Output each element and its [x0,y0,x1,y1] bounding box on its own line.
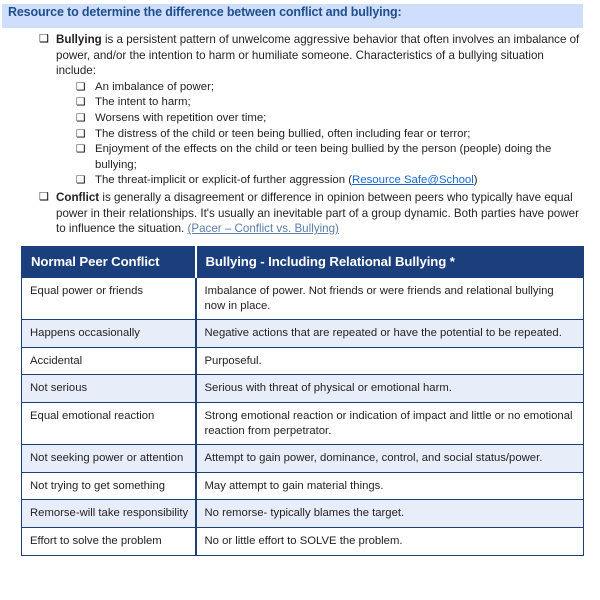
list-item-label: Enjoyment of the effects on the child or teen being bullied by the person (people) doing the bullying; [95,143,552,171]
cell-bullying: No remorse- typically blames the target. [196,500,584,528]
list-item-label: Worsens with repetition over time; [95,111,267,124]
table-row [22,527,584,555]
cell-bullying: Serious with threat of physical or emotional harm. [196,375,584,403]
cell-conflict: Equal power or friends [22,278,196,320]
cell-bullying: Attempt to gain power, dominance, control, and social status/power. [196,445,584,473]
cell-conflict: Accidental [22,347,196,375]
list-item-text: The threat-implicit or explicit-of further aggression ( [95,174,353,187]
checkbox-bullet-icon: ❑ [39,190,49,203]
definition-bullying [0,32,600,79]
table-header-normal-peer-conflict: Normal Peer Conflict [22,247,196,278]
comparison-table-wrapper [21,246,583,556]
table-row [22,278,584,320]
definition-term-bullying: Bullying [56,33,102,46]
table-header-row [22,247,584,278]
definitions-section [0,32,600,238]
cell-bullying: Strong emotional reaction or indication of impact and little or no emotional reaction from perpetrator. [196,402,584,444]
checkbox-bullet-icon: ❑ [76,80,86,93]
checkbox-bullet-icon: ❑ [76,96,86,109]
link-pacer-conflict-vs-bullying[interactable]: (Pacer – Conflict vs. Bullying) [187,222,339,236]
link-resource-safe-at-school[interactable]: Resource Safe@School [352,174,474,187]
checkbox-bullet-icon: ❑ [76,111,86,124]
cell-conflict: Not seeking power or attention [22,445,196,473]
cell-conflict: Remorse-will take responsibility [22,500,196,528]
table-row [22,472,584,500]
list-item [0,111,600,127]
cell-bullying: Imbalance of power. Not friends or were friends and relational bullying now in place. [196,278,584,320]
list-item-label [95,173,580,189]
table-body [22,278,584,556]
cell-bullying: No or little effort to SOLVE the problem. [196,527,584,555]
definition-conflict [0,190,600,237]
list-item-text-after: ) [473,174,478,187]
checkbox-bullet-icon: ❑ [76,174,86,187]
checkbox-bullet-icon: ❑ [76,143,86,156]
table-row [22,402,584,444]
list-item-label: The intent to harm; [95,96,191,109]
list-item [0,173,600,189]
list-item [0,142,600,173]
table-header-bullying-relational: Bullying - Including Relational Bullying * [196,247,584,278]
cell-conflict: Happens occasionally [22,320,196,348]
page-title: Resource to determine the difference between conflict and bullying: [8,5,402,19]
definition-conflict-text [56,190,586,237]
definition-bullying-body: is a persistent pattern of unwelcome aggressive behavior that often involves an imbalance of power, and/or the intention to harm or humiliate someone. Characteristics of a bullying situation include: [56,33,580,78]
cell-conflict: Not serious [22,375,196,403]
definition-conflict-body: is generally a disagreement or difference in opinion between peers who typically have equal power in their relationships. It's usually an inevitable part of a group dynamic. Both parties have power to influence the situation. [56,190,579,236]
table-row [22,375,584,403]
cell-conflict: Effort to solve the problem [22,527,196,555]
list-item-label: An imbalance of power; [95,80,215,93]
definition-bullying-text [56,32,586,79]
list-item-label: The distress of the child or teen being bullied, often including fear or terror; [95,127,471,140]
cell-bullying: May attempt to gain material things. [196,472,584,500]
comparison-table [21,246,584,556]
checkbox-bullet-icon: ❑ [76,127,86,140]
table-row [22,320,584,348]
checkbox-bullet-icon: ❑ [39,33,49,45]
definition-term-conflict: Conflict [56,190,100,204]
cell-conflict: Not trying to get something [22,472,196,500]
table-row [22,347,584,375]
table-row [22,500,584,528]
cell-bullying: Purposeful. [196,347,584,375]
table-row [22,445,584,473]
cell-conflict: Equal emotional reaction [22,402,196,444]
cell-bullying: Negative actions that are repeated or have the potential to be repeated. [196,320,584,348]
list-item [0,127,600,143]
list-item [0,80,600,96]
list-item [0,95,600,111]
